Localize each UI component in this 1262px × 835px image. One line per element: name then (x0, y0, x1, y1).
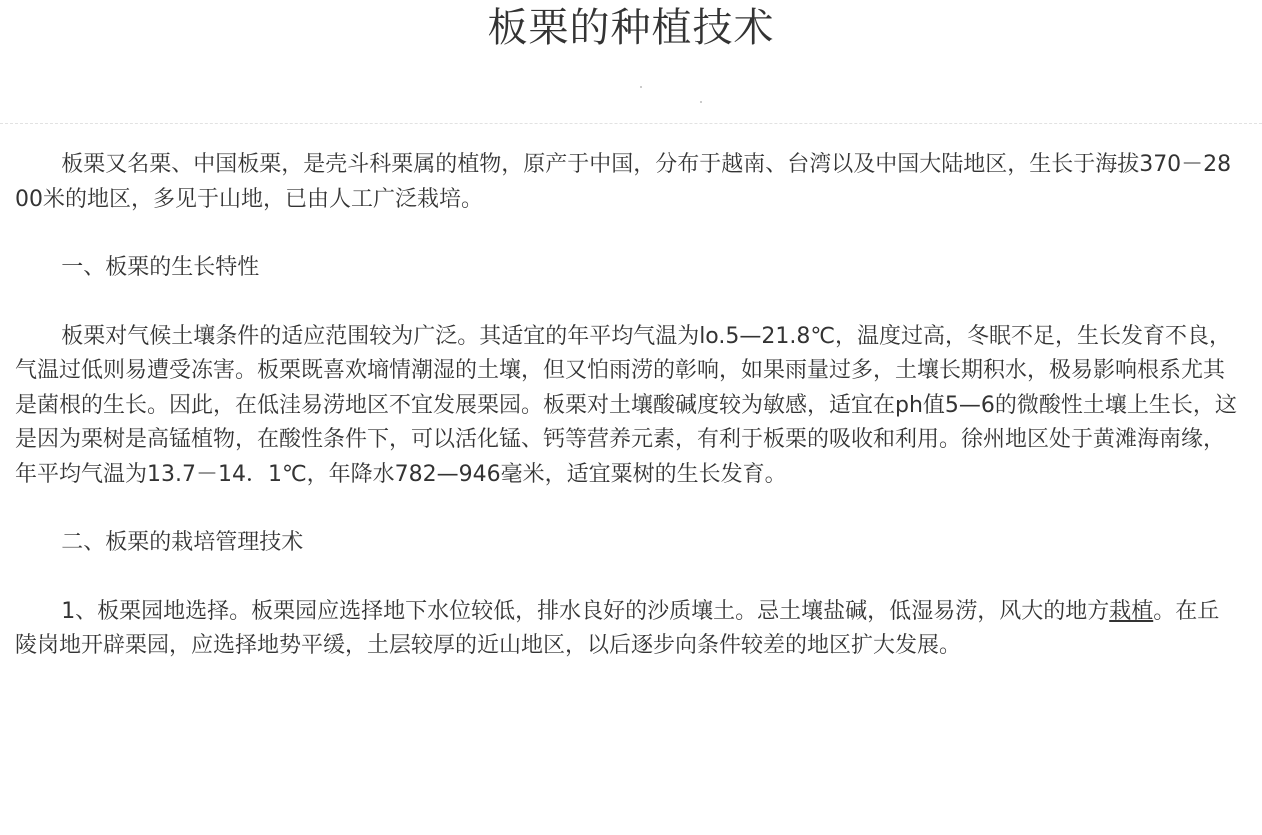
intro-paragraph: 板栗又名栗、中国板栗，是壳斗科栗属的植物，原产于中国，分布于越南、台湾以及中国大陆地区，生长于海拔370－2800米的地区，多见于山地，已由人工广泛栽培。 (15, 152, 1232, 212)
site-selection-paragraph (15, 595, 1240, 664)
article-title: 板栗的种植技术 (487, 5, 775, 51)
section-heading-growth: 一、板栗的生长特性 (61, 255, 260, 280)
article-header (0, 0, 1262, 124)
planting-link[interactable]: 栽植 (1109, 598, 1154, 624)
growth-paragraph: 板栗对气候土壤条件的适应范围较为广泛。其适宜的年平均气温为lo.5—21.8℃，温度过高，冬眠不足，生长发育不良，气温过低则易遭受冻害。板栗既喜欢墒情潮湿的土壤，但又怕雨涝的彰响，如果雨量过多，土壤长期积水，极易影响根系尤其是菌根的生长。因此，在低洼易涝地区不宜发展栗园。板栗对土壤酸碱度较为敏感，适宜在ph值5—6的微酸性土壤上生长，这是因为栗树是高锰植物，在酸性条件下，可以活化锰、钙等营养元素，有利于板栗的吸收和利用。徐州地区处于黄滩海南缘，年平均气温为13.7－14．1℃，年降水782—946毫米，适宜粟树的生长发育。 (15, 323, 1237, 487)
decorative-dot (640, 86, 642, 88)
section-heading-cultivation: 二、板栗的栽培管理技术 (61, 530, 304, 555)
article-body (15, 148, 1240, 698)
decorative-dot (700, 101, 702, 103)
site-selection-text: 1、板栗园地选择。板栗园应选择地下水位较低，排水良好的沙质壤土。忌土壤盐碱，低湿易涝，风大的地方 (61, 598, 1110, 624)
site-selection-text-continued: 。在丘陵岗地开辟栗园，应选择地势平缓，土层较厚的近山地区，以后逐步向条件较差的地区扩大发展。 (15, 598, 1220, 658)
